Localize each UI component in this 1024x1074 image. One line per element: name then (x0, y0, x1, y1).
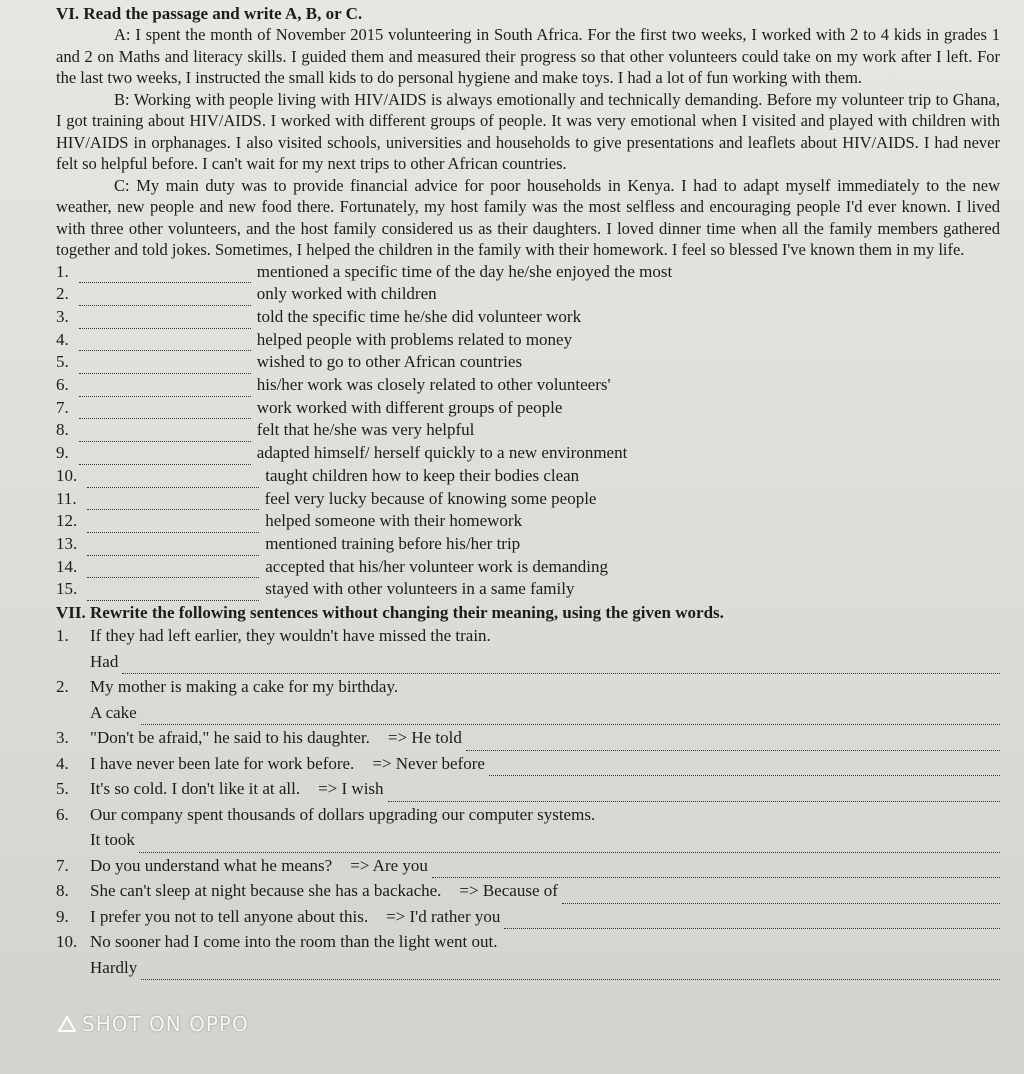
question-number: 11. (56, 488, 77, 508)
question-number: 13. (56, 533, 78, 553)
answer-line[interactable] (141, 963, 1000, 980)
cue-text: Hardly (90, 957, 138, 977)
question-number: 10. (56, 932, 78, 952)
cue-text: => Because of (459, 881, 558, 901)
question-number: 7. (56, 855, 69, 875)
question-text: told the specific time he/she did volunteer work (256, 306, 582, 326)
question-number: 5. (56, 352, 69, 372)
answer-blank[interactable] (87, 586, 259, 601)
question-number: 1. (56, 261, 69, 281)
question-text: stayed with other volunteers in a same family (265, 579, 575, 599)
section-6-heading: VI. Read the passage and write A, B, or C. (56, 4, 363, 23)
answer-line[interactable] (141, 708, 1000, 725)
answer-line[interactable] (504, 912, 1000, 929)
question-text: feel very lucky because of knowing some people (264, 488, 597, 508)
original-sentence: I have never been late for work before. (90, 753, 355, 773)
question-text: helped people with problems related to money (256, 329, 573, 349)
section-7-heading: VII. Rewrite the following sentences without changing their meaning, using the given words. (56, 603, 724, 623)
question-number: 7. (56, 397, 69, 417)
answer-blank[interactable] (87, 541, 259, 556)
list-item (56, 878, 1000, 904)
cue-text: It took (90, 830, 135, 850)
question-number: 14. (56, 556, 78, 576)
question-number: 3. (56, 306, 69, 326)
question-number: 4. (56, 329, 69, 349)
answer-blank[interactable] (79, 450, 251, 465)
answer-line[interactable] (432, 861, 1000, 878)
list-item (56, 853, 1000, 879)
cue-text: => Never before (372, 753, 485, 773)
answer-blank[interactable] (79, 291, 251, 306)
original-sentence: It's so cold. I don't like it at all. (90, 779, 301, 799)
cue-text: => Are you (350, 855, 428, 875)
list-item (56, 904, 1000, 930)
question-number: 9. (56, 906, 69, 926)
answer-line[interactable] (466, 734, 1000, 751)
list-item (56, 261, 1000, 284)
original-sentence: Our company spent thousands of dollars upgrading our computer systems. (90, 804, 596, 824)
question-text: his/her work was closely related to other volunteers' (256, 375, 611, 395)
cue-text: => I'd rather you (386, 906, 501, 926)
question-text: mentioned training before his/her trip (265, 533, 521, 553)
list-item (56, 329, 1000, 352)
list-item (56, 397, 1000, 420)
list-item (56, 578, 1000, 601)
answer-blank[interactable] (87, 495, 259, 510)
question-text: mentioned a specific time of the day he/she enjoyed the most (256, 261, 673, 281)
answer-blank[interactable] (79, 404, 251, 419)
question-text: accepted that his/her volunteer work is demanding (265, 556, 608, 576)
cue-text: => He told (387, 728, 462, 748)
matching-questions (56, 261, 1000, 602)
question-text: only worked with children (256, 284, 437, 304)
original-sentence: I prefer you not to tell anyone about this. (90, 906, 369, 926)
list-item (56, 488, 1000, 511)
question-number: 3. (56, 728, 69, 748)
question-number: 6. (56, 375, 69, 395)
list-item (56, 623, 1000, 674)
question-number: 8. (56, 420, 69, 440)
camera-watermark (58, 1012, 249, 1036)
list-item (56, 556, 1000, 579)
answer-line[interactable] (139, 836, 1000, 853)
original-sentence: She can't sleep at night because she has a backache. (90, 881, 442, 901)
question-number: 8. (56, 881, 69, 901)
list-item (56, 725, 1000, 751)
question-number: 15. (56, 579, 78, 599)
question-number: 6. (56, 804, 69, 824)
question-number: 1. (56, 626, 69, 646)
question-text: adapted himself/ herself quickly to a new environment (256, 443, 628, 463)
question-number: 5. (56, 779, 69, 799)
original-sentence: "Don't be afraid," he said to his daughter. (90, 728, 370, 748)
question-text: taught children how to keep their bodies clean (265, 465, 580, 485)
passage-b: B: Working with people living with HIV/AIDS is always emotionally and technically demanding. Before my volunteer trip to Ghana, I got training about HIV/AIDS. I worked with different groups of people. It was very emotional when I visited and played with children with HIV/AIDS in orphanages. I also visited schools, universities and households to give presentations and leaflets about HIV/AIDS. I had never felt so helpful before. I can't wait for my next trips to other African countries. (56, 89, 1000, 173)
list-item (56, 674, 1000, 725)
answer-line[interactable] (122, 657, 1000, 674)
list-item (56, 510, 1000, 533)
answer-blank[interactable] (87, 563, 259, 578)
answer-blank[interactable] (79, 359, 251, 374)
original-sentence: No sooner had I come into the room than the light went out. (90, 932, 498, 952)
triangle-logo-icon (58, 1016, 76, 1032)
question-number: 4. (56, 753, 69, 773)
answer-blank[interactable] (79, 268, 251, 283)
list-item (56, 374, 1000, 397)
list-item (56, 533, 1000, 556)
cue-text: A cake (90, 702, 137, 722)
list-item (56, 419, 1000, 442)
list-item (56, 351, 1000, 374)
question-number: 9. (56, 443, 69, 463)
original-sentence: If they had left earlier, they wouldn't have missed the train. (90, 626, 491, 646)
question-number: 2. (56, 284, 69, 304)
list-item (56, 283, 1000, 306)
question-text: helped someone with their homework (265, 511, 523, 531)
question-number: 2. (56, 677, 69, 697)
question-number: 12. (56, 511, 78, 531)
list-item (56, 776, 1000, 802)
rewrite-questions (56, 623, 1000, 980)
answer-blank[interactable] (79, 427, 251, 442)
answer-blank[interactable] (87, 473, 259, 488)
original-sentence: Do you understand what he means? (90, 855, 333, 875)
passage-a: A: I spent the month of November 2015 volunteering in South Africa. For the first two weeks, I worked with 2 to 4 kids in grades 1 and 2 on Maths and literacy skills. I guided them and measured their progress so that other volunteers could take on my work after I left. For the last two weeks, I instructed the small kids to do personal hygiene and make toys. I had a lot of fun working with them. (56, 25, 1000, 87)
list-item (56, 751, 1000, 777)
question-text: work worked with different groups of people (256, 397, 563, 417)
list-item (56, 802, 1000, 853)
answer-line[interactable] (489, 759, 1000, 776)
question-text: wished to go to other African countries (256, 352, 523, 372)
cue-text: Had (90, 651, 119, 671)
list-item (56, 465, 1000, 488)
original-sentence: My mother is making a cake for my birthday. (90, 677, 399, 697)
cue-text: => I wish (318, 779, 384, 799)
answer-blank[interactable] (79, 382, 251, 397)
answer-blank[interactable] (79, 314, 251, 329)
list-item (56, 306, 1000, 329)
passage-c: C: My main duty was to provide financial advice for poor households in Kenya. I had to adapt myself immediately to the new weather, new people and new food there. Fortunately, my host family was the most selfless and encouraging people I'd ever known. I lived with three other volunteers, and the host family considered us as their daughters. I loved dinner time when all the family members gathered together and told jokes. Sometimes, I helped the children in the family with their homework. I feel so blessed I've known them in my life. (56, 175, 1000, 259)
question-number: 10. (56, 465, 78, 485)
question-text: felt that he/she was very helpful (256, 420, 475, 440)
answer-blank[interactable] (79, 336, 251, 351)
list-item (56, 929, 1000, 980)
answer-line[interactable] (388, 785, 1000, 802)
answer-blank[interactable] (87, 518, 259, 533)
answer-line[interactable] (562, 887, 1000, 904)
watermark-text: SHOT ON OPPO (82, 1012, 249, 1036)
list-item (56, 442, 1000, 465)
